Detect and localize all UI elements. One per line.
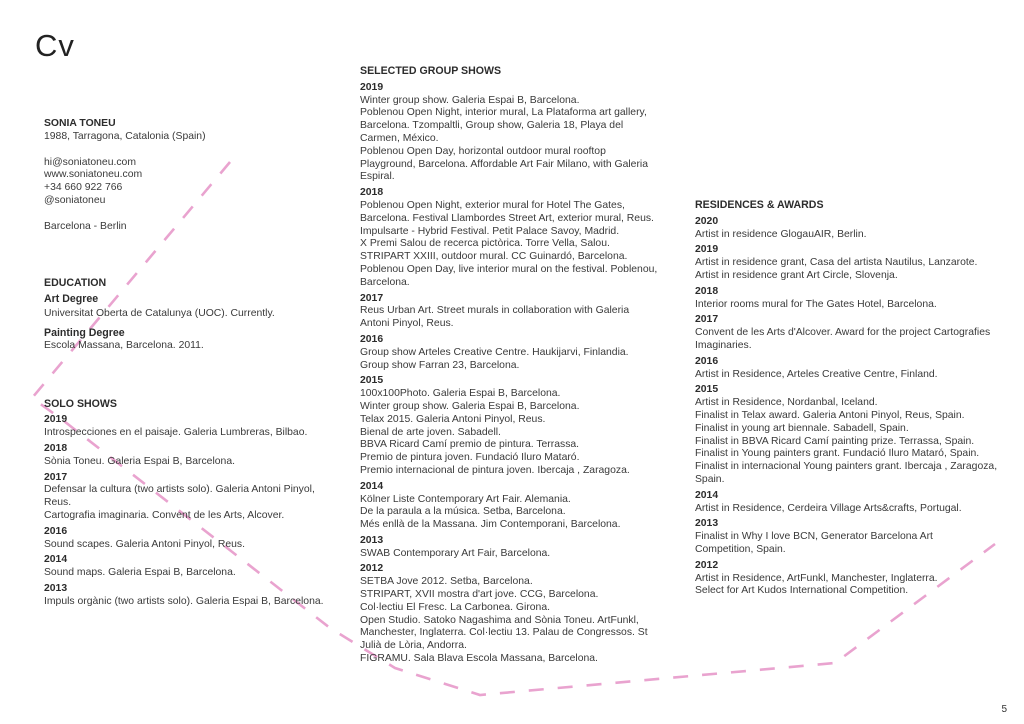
year-entry — [360, 375, 660, 477]
entry-line: Group show Arteles Creative Centre. Haukijarvi, Finlandia. — [360, 346, 629, 358]
entry-line: 100x100Photo. Galeria Espai B, Barcelona. — [360, 388, 561, 400]
year-entry — [44, 583, 344, 609]
entry-line: Manchester, Inglaterra. Col·lectiu 13. Palau de Congressos. St — [360, 627, 648, 639]
year-label: 2016 — [695, 355, 719, 367]
entry-line: Julià de Lòria, Andorra. — [360, 640, 467, 652]
entry-line: Artist in Residence, ArtFunkl, Manchester, Inglaterra. — [695, 572, 938, 584]
year-label: 2015 — [360, 375, 384, 387]
year-label: 2020 — [695, 215, 719, 227]
entry-line: Bienal de arte joven. Sabadell. — [360, 426, 501, 438]
degree-detail: Universitat Oberta de Catalunya (UOC). Currently. — [44, 308, 275, 320]
year-entry — [360, 82, 660, 184]
entry-line: Select for Art Kudos International Competition. — [695, 585, 909, 597]
year-entry — [695, 518, 1005, 556]
entry-line: Espiral. — [360, 171, 395, 183]
year-label: 2012 — [695, 559, 719, 571]
group-shows-heading: SELECTED GROUP SHOWS — [360, 65, 502, 77]
year-label: 2012 — [360, 563, 384, 575]
entry-line: Reus Urban Art. Street murals in collaboration with Galeria — [360, 305, 630, 317]
entry-line: Telax 2015. Galeria Antoni Pinyol, Reus. — [360, 413, 546, 425]
degree-title: Art Degree — [44, 293, 99, 306]
year-label: 2013 — [695, 518, 719, 530]
solo-shows-list — [44, 414, 344, 608]
year-label: 2013 — [44, 582, 68, 594]
residences-column — [695, 199, 1005, 598]
residences-heading: RESIDENCES & AWARDS — [695, 199, 824, 211]
entry-line: Artist in residence grant Art Circle, Slovenja. — [695, 269, 898, 281]
entry-line: Poblenou Open Day, live interior mural on the festival. Poblenou, — [360, 263, 658, 275]
entry-line: Premio de pintura joven. Fundació Iluro Mataró. — [360, 452, 580, 464]
group-shows-list — [360, 82, 660, 666]
entry-line: BBVA Ricard Camí premio de pintura. Terrassa. — [360, 439, 580, 451]
solo-shows-heading: SOLO SHOWS — [44, 397, 117, 410]
entry-line: Barcelona. — [360, 276, 410, 288]
entry-line: Finalist in BBVA Ricard Camí painting prize. Terrassa, Spain. — [695, 435, 975, 447]
website-link[interactable]: www.soniatoneu.com — [44, 169, 143, 181]
year-label: 2014 — [360, 480, 384, 492]
year-entry — [695, 314, 1005, 352]
year-label: 2018 — [695, 285, 719, 297]
artist-birth: 1988, Tarragona, Catalonia (Spain) — [44, 130, 206, 142]
entry-line: Winter group show. Galeria Espai B, Barcelona. — [360, 94, 580, 106]
education-heading: EDUCATION — [44, 276, 107, 289]
degree-title: Painting Degree — [44, 326, 125, 339]
entry-line: FIGRAMU. Sala Blava Escola Massana, Barcelona. — [360, 653, 598, 665]
entry-line: Winter group show. Galeria Espai B, Barcelona. — [360, 400, 580, 412]
page-title: Cv — [35, 28, 75, 63]
entry-line: Poblenou Open Night, exterior mural for Hotel The Gates, — [360, 199, 625, 211]
entry-line: Col·lectiu El Fresc. La Carbonea. Girona. — [360, 601, 550, 613]
entry-line: Sound maps. Galeria Espai B, Barcelona. — [44, 567, 236, 579]
entry-line: Artist in Residence, Nordanbal, Iceland. — [695, 397, 878, 409]
year-entry — [360, 535, 660, 561]
profile-column — [44, 118, 344, 609]
year-entry — [695, 216, 1005, 242]
entry-line: Artist in Residence, Cerdeira Village Arts&crafts, Portugal. — [695, 502, 962, 514]
entry-line: Finalist in Young painters grant. Fundació Iluro Mataró, Spain. — [695, 448, 980, 460]
year-label: 2018 — [360, 187, 384, 199]
social-handle: @soniatoneu — [44, 194, 106, 206]
year-entry — [360, 293, 660, 331]
entry-line: Impuls orgànic (two artists solo). Galeria Espai B, Barcelona. — [44, 595, 324, 607]
artist-name: SONIA TONEU — [44, 118, 116, 129]
entry-line: De la paraula a la música. Setba, Barcelona. — [360, 506, 566, 518]
entry-line: Introspecciones en el paisaje. Galeria Lumbreras, Bilbao. — [44, 427, 308, 439]
year-entry — [360, 481, 660, 532]
entry-line: Playground, Barcelona. Affordable Art Fair Milano, with Galeria — [360, 158, 649, 170]
year-entry — [44, 472, 344, 523]
entry-line: Open Studio. Satoko Nagashima and Sònia Toneu. ArtFunkl, — [360, 614, 639, 626]
entry-line: Imaginaries. — [695, 339, 752, 351]
entry-line: Poblenou Open Night, interior mural, La Plataforma art gallery, — [360, 107, 647, 119]
entry-line: X Premi Salou de recerca pictòrica. Torre Vella, Salou. — [360, 238, 610, 250]
year-entry — [695, 286, 1005, 312]
entry-line: Finalist in young art biennale. Sabadell, Spain. — [695, 422, 909, 434]
phone-number: +34 660 922 766 — [44, 182, 123, 194]
year-label: 2017 — [695, 314, 719, 326]
year-label: 2014 — [44, 554, 68, 566]
year-entry — [695, 560, 1005, 598]
entry-line: Finalist in Telax award. Galeria Antoni Pinyol, Reus, Spain. — [695, 409, 965, 421]
year-entry — [695, 384, 1005, 486]
year-label: 2016 — [44, 525, 68, 537]
entry-line: Convent de les Arts d'Alcover. Award for the project Cartografies — [695, 327, 991, 339]
year-entry — [44, 443, 344, 469]
entry-line: STRIPART XXIII, outdoor mural. CC Guinardó, Barcelona. — [360, 251, 628, 263]
entry-line: Kölner Liste Contemporary Art Fair. Alemania. — [360, 493, 571, 505]
entry-line: Artist in residence GlogauAIR, Berlin. — [695, 228, 867, 240]
residences-list — [695, 216, 1005, 598]
year-entry — [44, 414, 344, 440]
entry-line: Competition, Spain. — [695, 543, 786, 555]
year-label: 2019 — [44, 414, 68, 426]
entry-line: SWAB Contemporary Art Fair, Barcelona. — [360, 547, 551, 559]
year-entry — [360, 334, 660, 372]
entry-line: Sound scapes. Galeria Antoni Pinyol, Reus. — [44, 538, 246, 550]
year-entry — [360, 187, 660, 289]
year-entry — [695, 244, 1005, 282]
year-label: 2013 — [360, 534, 384, 546]
entry-line: Barcelona. Festival Llambordes Street Art, exterior mural, Reus. — [360, 212, 654, 224]
entry-line: Interior rooms mural for The Gates Hotel, Barcelona. — [695, 298, 937, 310]
entry-line: Poblenou Open Day, horizontal outdoor mural rooftop — [360, 145, 606, 157]
entry-line: Finalist in Why I love BCN, Generator Barcelona Art — [695, 531, 933, 543]
entry-line: Group show Farran 23, Barcelona. — [360, 359, 520, 371]
entry-line: Defensar la cultura (two artists solo). Galeria Antoni Pinyol, Reus. — [44, 484, 315, 509]
year-entry — [360, 563, 660, 665]
year-label: 2017 — [360, 292, 384, 304]
entry-line: Barcelona. Tzompaltli, Group show, Galeria 18, Playa del — [360, 120, 624, 132]
year-label: 2016 — [360, 333, 384, 345]
entry-line: Finalist in internacional Young painters grant. Ibercaja , Zaragoza, — [695, 461, 998, 473]
entry-line: Carmen, México. — [360, 132, 439, 144]
entry-line: Antoni Pinyol, Reus. — [360, 318, 454, 330]
year-entry — [44, 526, 344, 552]
email-link[interactable]: hi@soniatoneu.com — [44, 156, 136, 168]
year-label: 2018 — [44, 442, 68, 454]
entry-line: Impulsarte - Hybrid Festival. Petit Palace Savoy, Madrid. — [360, 225, 620, 237]
year-entry — [695, 356, 1005, 382]
year-label: 2019 — [360, 81, 384, 93]
entry-line: Més enllà de la Massana. Jim Contemporani, Barcelona. — [360, 519, 621, 531]
entry-line: Premio internacional de pintura joven. Ibercaja , Zaragoza. — [360, 464, 630, 476]
entry-line: Spain. — [695, 473, 725, 485]
entry-line: Cartografia imaginaria. Convent de les Arts, Alcover. — [44, 509, 285, 521]
entry-line: Sònia Toneu. Galeria Espai B, Barcelona. — [44, 455, 235, 467]
year-entry — [695, 490, 1005, 516]
degree-detail: Escola Massana, Barcelona. 2011. — [44, 339, 204, 351]
group-shows-column — [360, 65, 660, 666]
entry-line: Artist in residence grant, Casa del artista Nautilus, Lanzarote. — [695, 257, 978, 269]
location: Barcelona - Berlin — [44, 220, 127, 232]
entry-line: STRIPART, XVII mostra d'art jove. CCG, Barcelona. — [360, 589, 599, 601]
entry-line: Artist in Residence, Arteles Creative Centre, Finland. — [695, 368, 938, 380]
education-list — [44, 293, 344, 352]
year-label: 2017 — [44, 471, 68, 483]
entry-line: SETBA Jove 2012. Setba, Barcelona. — [360, 576, 533, 588]
year-label: 2014 — [695, 489, 719, 501]
year-label: 2015 — [695, 384, 719, 396]
year-entry — [44, 554, 344, 580]
page-number: 5 — [1001, 704, 1007, 715]
year-label: 2019 — [695, 244, 719, 256]
